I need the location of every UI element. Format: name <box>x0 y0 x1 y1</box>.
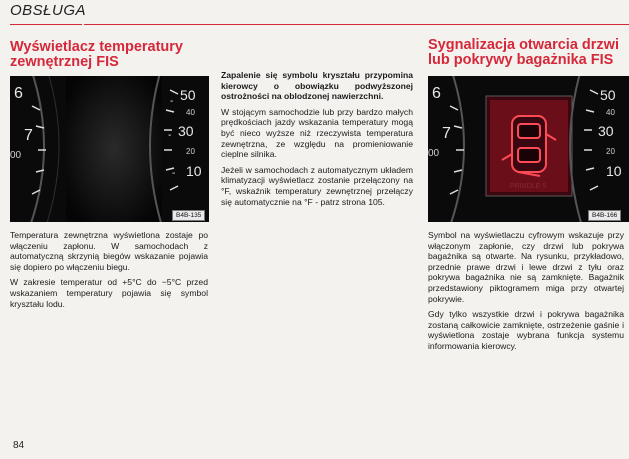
minus-sign: - <box>172 168 176 179</box>
paragraph: W zakresie temperatur od +5°C do −5°C przed wskazaniem temperatury pojawia się symbol kryształu lodu. <box>10 277 208 309</box>
left-body <box>10 230 208 314</box>
left-gauge-number-7: 7 <box>442 125 451 142</box>
paragraph: Temperatura zewnętrzna wyświetlona zostaje po włączeniu zapłonu. W samochodach z automatyczną skrzynią biegów wskazanie pojawia się dopiero po włączeniu biegu. <box>10 230 208 272</box>
temperature-display-figure <box>10 76 209 222</box>
page-number: 84 <box>13 440 25 451</box>
instrument-cluster-illustration <box>10 76 209 222</box>
right-gauge-number-50: 50 <box>600 87 616 103</box>
paragraph: Gdy tylko wszystkie drzwi i pokrywa bagażnika zostaną całkowicie zamknięte, ostrzeżenie gaśnie i wyświetlona zostaje wybrana funkcja systemu informowania kierowcy. <box>428 309 624 351</box>
paragraph: Jeżeli w samochodach z automatycznym układem klimatyzacji wyświetlacz zostanie przełączony na °F, wskaźnik temperatury zewnętrznej przełączy się automatycznie na °F - patrz strona 105. <box>221 164 413 207</box>
paragraph: Symbol na wyświetlaczu cyfrowym wskazuje przy włączonym zapłonie, czy drzwi lub pokrywa bagażnika są otwarte. Na rysunku, przykładowo, przednie prawe drzwi i lewe drzwi z tyłu oraz pokrywa bagażnika nie są zamknięte. Bagażnik przedstawiony piktogramem miga przy otwartej pokrywie. <box>428 230 624 304</box>
minus-sign: - <box>168 130 172 141</box>
left-gauge-number-6: 6 <box>14 85 23 102</box>
figure-label: B4B-135 <box>172 210 205 221</box>
figure-label: B4B-166 <box>588 210 621 221</box>
right-gauge-number-10: 10 <box>606 163 622 179</box>
right-gauge-number-30: 30 <box>598 123 614 139</box>
section-title: OBSŁUGA <box>10 2 87 19</box>
minus-sign: - <box>170 96 174 107</box>
right-gauge-number-40: 40 <box>186 108 195 117</box>
right-gauge-number-20: 20 <box>186 147 195 156</box>
right-heading: Sygnalizacja otwarcia drzwi lub pokrywy bagażnika FIS <box>428 37 619 68</box>
right-gauge-number-20: 20 <box>606 147 615 156</box>
right-gauge-number-40: 40 <box>606 108 615 117</box>
header-rule <box>84 24 629 25</box>
header-rule-left <box>10 24 82 25</box>
right-gauge-number-30: 30 <box>178 123 194 139</box>
faint-display-text: PRINDLE 5 <box>510 183 547 190</box>
bold-paragraph: Zapalenie się symbolu kryształu przypomina kierowcy o obowiązku podwyższonej ostrożności na oblodzonej nawierzchni. <box>221 70 413 102</box>
right-gauge-number-50: 50 <box>180 87 196 103</box>
paragraph: W stojącym samochodzie lub przy bardzo małych prędkościach jazdy wskazania temperatury mogą być nieco wyższe niż rzeczywista temperatura zewnętrzna, ze względu na promieniowanie cieplne silnika. <box>221 106 413 160</box>
left-gauge-number-7: 7 <box>24 127 33 144</box>
left-gauge-number-00: 00 <box>428 148 440 159</box>
door-warning-figure <box>428 76 629 222</box>
right-body <box>428 230 624 357</box>
door-warning-illustration <box>428 76 629 222</box>
right-gauge-number-10: 10 <box>186 163 202 179</box>
middle-body <box>221 70 413 212</box>
left-heading: Wyświetlacz temperatury zewnętrznej FIS <box>10 39 183 70</box>
left-gauge-number-6: 6 <box>432 85 441 102</box>
left-gauge-number-00: 00 <box>10 150 22 161</box>
